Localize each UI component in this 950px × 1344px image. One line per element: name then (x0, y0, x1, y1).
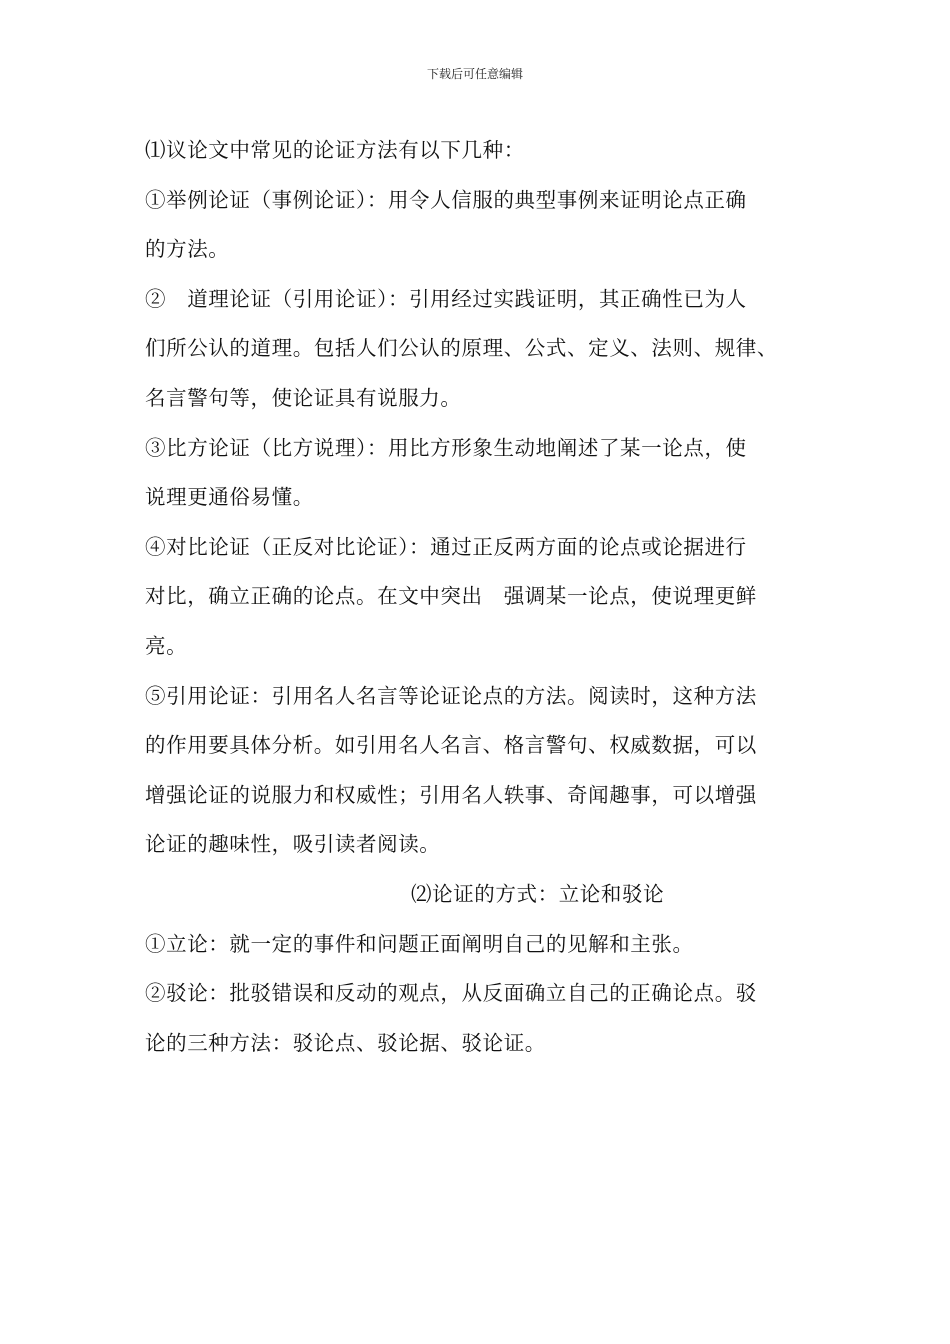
paragraph-line: ①立论：就一定的事件和问题正面阐明自己的见解和主张。 (145, 931, 694, 956)
paragraph-line: 的作用要具体分析。如引用名人名言、格言警句、权威数据，可以 (145, 733, 757, 758)
paragraph-line: 的方法。 (145, 237, 230, 262)
paragraph-line: 说理更通俗易懂。 (145, 485, 314, 510)
document-body (145, 126, 825, 1068)
paragraph-line: ②驳论：批驳错误和反动的观点，从反面确立自己的正确论点。驳 (145, 981, 757, 1006)
paragraph-line: 名言警句等，使论证具有说服力。 (145, 385, 462, 410)
paragraph-line: 增强论证的说服力和权威性；引用名人轶事、奇闻趣事，可以增强 (145, 782, 757, 807)
paragraph-line: 亮。 (145, 633, 188, 658)
paragraph-line: ⑴议论文中常见的论证方法有以下几种： (145, 138, 525, 162)
paragraph-line: 论证的趣味性，吸引读者阅读。 (145, 832, 441, 857)
section-heading: ⑵论证的方式：立论和驳论 (411, 881, 665, 906)
paragraph-line: 对比，确立正确的论点。在文中突出 强调某一论点，使说理更鲜 (145, 584, 757, 609)
paragraph-line: 们所公认的道理。包括人们公认的原理、公式、定义、法则、规律、 (145, 336, 778, 361)
paragraph-line: ⑤引用论证：引用名人名言等论证论点的方法。阅读时，这种方法 (145, 683, 757, 708)
paragraph-line: 论的三种方法：驳论点、驳论据、驳论证。 (145, 1030, 546, 1055)
paragraph-line: ② 道理论证（引用论证）：引用经过实践证明，其正确性已为人 (145, 286, 747, 311)
page-header: 下载后可任意编辑 (426, 67, 523, 81)
paragraph-line: ①举例论证（事例论证）：用令人信服的典型事例来证明论点正确 (145, 187, 747, 212)
paragraph-line: ③比方论证（比方说理）：用比方形象生动地阐述了某一论点，使 (145, 435, 747, 460)
paragraph-line: ④对比论证（正反对比论证）：通过正反两方面的论点或论据进行 (145, 534, 747, 559)
